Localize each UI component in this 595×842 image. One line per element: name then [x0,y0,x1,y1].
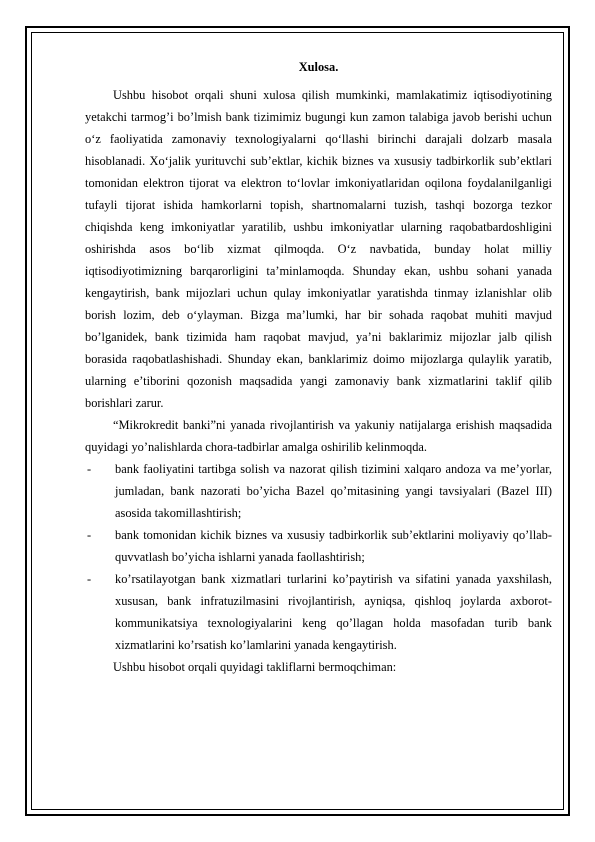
list-dash-marker: - [87,572,92,586]
paragraph-closing: Ushbu hisobot orqali quyidagi takliflarni bermoqchiman: [113,660,397,674]
list-dash-marker: - [87,528,92,542]
paragraph-summary: Ushbu hisobot orqali shuni xulosa qilish mumkinki, mamlakatimiz iqtisodiyotining yetakchi tarmog’i bo’lmish bank tizimimiz bugungi kun zamon talabiga javob berishi uchun o‘z faoliyatida zamonaviy texnologiyalarni qo‘llashi birinchi darajali dolzarb masala hisoblanadi. Xo‘jalik yurituvchi sub’ektlar, kichik biznes va xususiy tadbirkorlik sub’ektlari tomonidan elektron tijorat va elektron to‘lovlar imkoniyatlaridan oqilona foydalanilganligi tufayli tijorat ishida hamkorlarni topish, shartnomalarni tuzish, tashqi bozorga tezkor chiqishda keng imkoniyatlar yaratilib, ushbu imkoniyatlar ularning raqobatbardoshligini oshirishda asos bo‘lib xizmat qilmoqda. O‘z navbatida, bunday holat milliy iqtisodiyotimizning barqarorligini ta’minlamoqda. Shunday ekan, ushbu sohani yanada kengaytirish, bank mijozlari uchun qulay imkoniyatlar yaratishda tinmay izlanishlar olib borish lozim, deb o‘ylayman. Bizga ma’lumki, har bir sohada raqobat muhiti mavjud bo’lganidek, bank tizimida ham raqobat mavjud, ya’ni baklarimiz mijozlar jalb qilish borasida raqobatlashishadi. Shunday ekan, banklarimiz doimo mijozlarga qulaylik yaratib, ularning e’tiborini qozonish maqsadida yangi zamonaviy bank xizmatlarini taklif qilib borishlari zarur. [85,88,552,410]
list-item [85,524,552,568]
document-title: Xulosa. [298,60,339,74]
list-dash-marker: - [87,462,92,476]
list-item [85,568,552,656]
list-item [85,458,552,524]
list-item-text: bank faoliyatini tartibga solish va nazorat qilish tizimini xalqaro andoza va me’yorlar, jumladan, bank nazorati bo’yicha Bazel qo’mitasining yangi tavsiyalari (Bazel III) asosida takomillashtirish; [115,462,552,520]
measures-list [85,458,552,656]
document-body [85,56,552,678]
list-item-text: bank tomonidan kichik biznes va xususiy tadbirkorlik sub’ektlarini moliyaviy qo’llab-quvvatlash bo’yicha ishlarni yanada faollashtirish; [115,528,552,564]
list-item-text: ko’rsatilayotgan bank xizmatlari turlarini ko’paytirish va sifatini yanada yaxshilash, xususan, bank infratuzilmasini rivojlantirish, ayniqsa, qishloq joylarda axborot-kommunikatsiya texnologiyalarini keng qo’llagan holda masofadan turib bank xizmatlarini ko’rsatish ko’lamlarini yanada kengaytirish. [115,572,552,652]
paragraph-intro-list: “Mikrokredit banki”ni yanada rivojlantirish va yakuniy natijalarga erishish maqsadida quyidagi yo’nalishlarda chora-tadbirlar amalga oshirilib kelinmoqda. [85,418,552,454]
